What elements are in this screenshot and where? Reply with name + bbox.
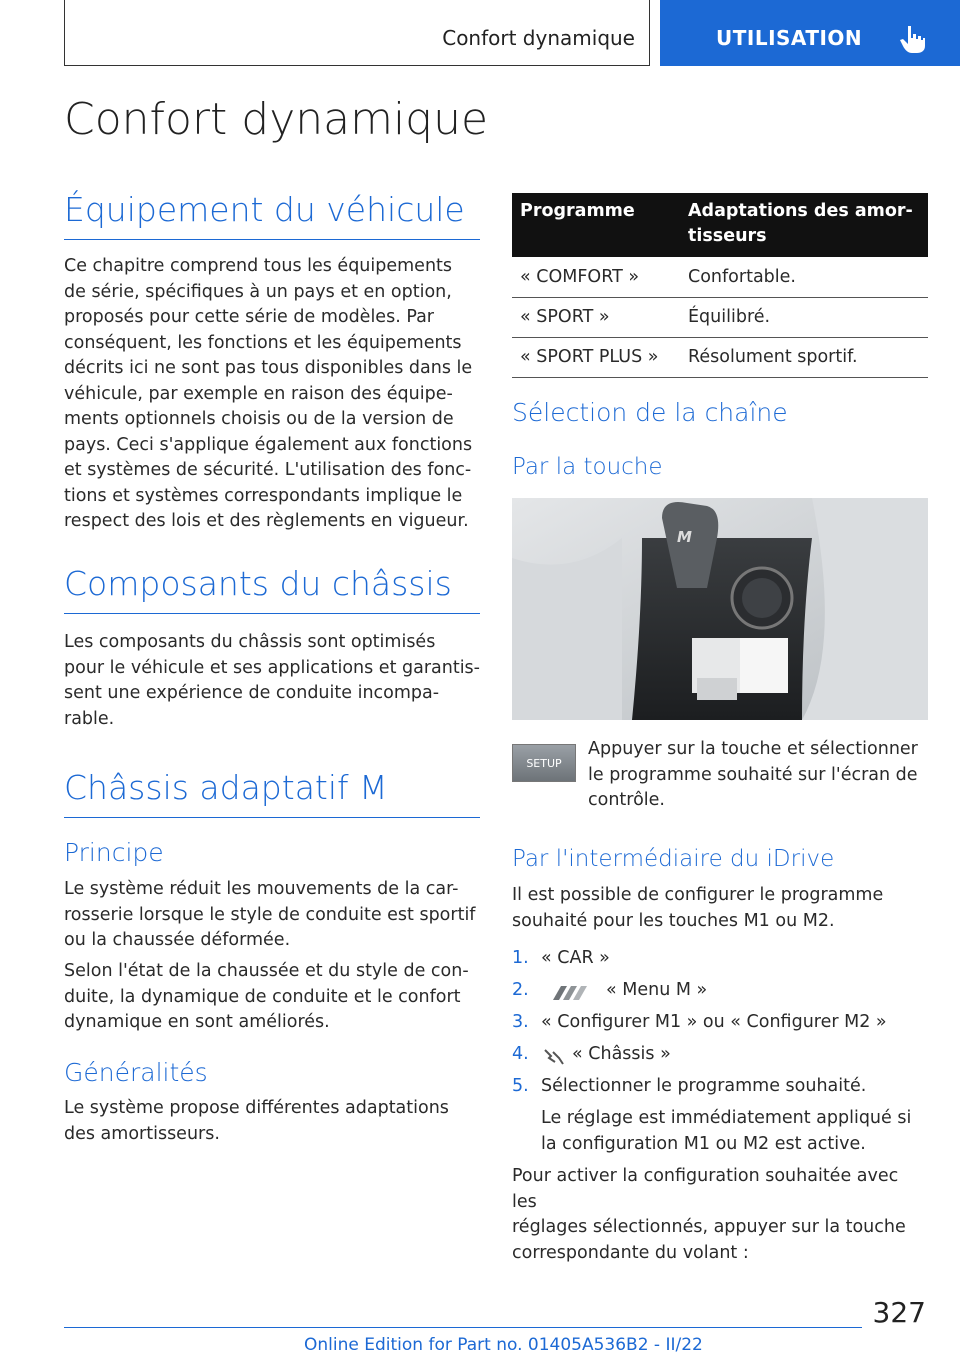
footer-divider [64,1327,862,1328]
table-header-row [512,193,928,257]
header-chapter-title: UTILISATION [716,26,863,50]
step-number: 1. [512,948,529,968]
principle-paragraph: Le système réduit les mouvements de la car- rosserie lorsque le style de conduite est sportif ou la chaussée déformée. [64,879,476,950]
chassis-paragraph: Les composants du châssis sont optimisés pour le véhicule et ses applications et garantis- sent une expérience de conduite incompa- rable. [64,632,480,729]
page-title: Confort dynamique [64,94,489,145]
table-cell: « SPORT PLUS » [512,337,680,377]
step-number: 5. [512,1076,529,1096]
header-section-box [64,0,650,66]
button-heading: Par la touche [512,454,663,480]
step-number: 2. [512,980,529,1000]
setup-button-icon: SETUP [512,744,576,782]
step5-note: Le réglage est immédiatement appliqué si la configuration M1 ou M2 est active. [541,1108,912,1154]
general-heading: Généralités [64,1058,208,1087]
idrive-paragraph: Il est possible de configurer le programme souhaité pour les touches M1 ou M2. [512,885,884,931]
step-text: « Configurer M1 » ou « Configurer M2 » [541,1012,887,1032]
table-cell: Résolument sportif. [680,337,928,377]
table-header-cell: Adaptations des amor- tisseurs [680,193,928,257]
table-cell: « COMFORT » [512,257,680,297]
table-row [512,257,928,297]
header-chapter-box [660,0,960,66]
chassis-icon [543,1046,565,1066]
center-console-photo [512,498,928,720]
idrive-heading: Par l'intermédiaire du iDrive [512,846,835,872]
selection-heading: Sélection de la chaîne [512,398,788,427]
step-text: Sélectionner le programme souhaité. [541,1076,867,1096]
step-number: 3. [512,1012,529,1032]
hand-pointer-icon [896,22,930,56]
principle-paragraph-2: Selon l'état de la chaussée et du style de con- duite, la dynamique de conduite et le confort dynamique en sont améliorés. [64,961,469,1032]
setup-instructions: Appuyer sur la touche et sélectionner le programme souhaité sur l'écran de contrôle. [588,739,918,810]
table-cell: Équilibré. [680,297,928,337]
step-text: « Menu M » [606,980,708,1000]
general-paragraph: Le système propose différentes adaptations des amortisseurs. [64,1098,449,1144]
m-menu-icon [545,984,597,1002]
equipment-heading: Équipement du véhicule [64,190,480,240]
header-section-title: Confort dynamique [442,26,635,50]
step-text: « Châssis » [572,1044,671,1064]
footer-edition: Online Edition for Part no. 01405A536B2 - II/22 [304,1335,703,1355]
page-number: 327 [872,1296,926,1329]
final-paragraph: Pour activer la configuration souhaitée avec les réglages sélectionnés, appuyer sur la touche correspondante du volant : [512,1166,906,1263]
programs-table [512,193,928,378]
svg-text:M: M [677,528,692,546]
adaptive-chassis-heading: Châssis adaptatif M [64,768,480,818]
chassis-heading: Composants du châssis [64,564,480,614]
step-text: « CAR » [541,948,610,968]
table-cell: « SPORT » [512,297,680,337]
principle-heading: Principe [64,838,164,867]
equipment-paragraph: Ce chapitre comprend tous les équipements de série, spécifiques à un pays et en option, proposés pour cette série de modèles. Par conséquent, les fonctions et les équipements décrits ici ne sont pas tous disponibles dans le véhicule, par exemple en raison des équipe- ments optionnels choisis ou de la version de pays. Ceci s'applique également aux fonctions et systèmes de sécurité. L'utilisation des fonc- tions et systèmes correspondants implique le respect des lois et des règlements en vigueur. [64,256,473,531]
table-row [512,297,928,337]
table-cell: Confortable. [680,257,928,297]
table-row [512,337,928,377]
table-header-cell: Programme [512,193,680,257]
step-number: 4. [512,1044,529,1064]
